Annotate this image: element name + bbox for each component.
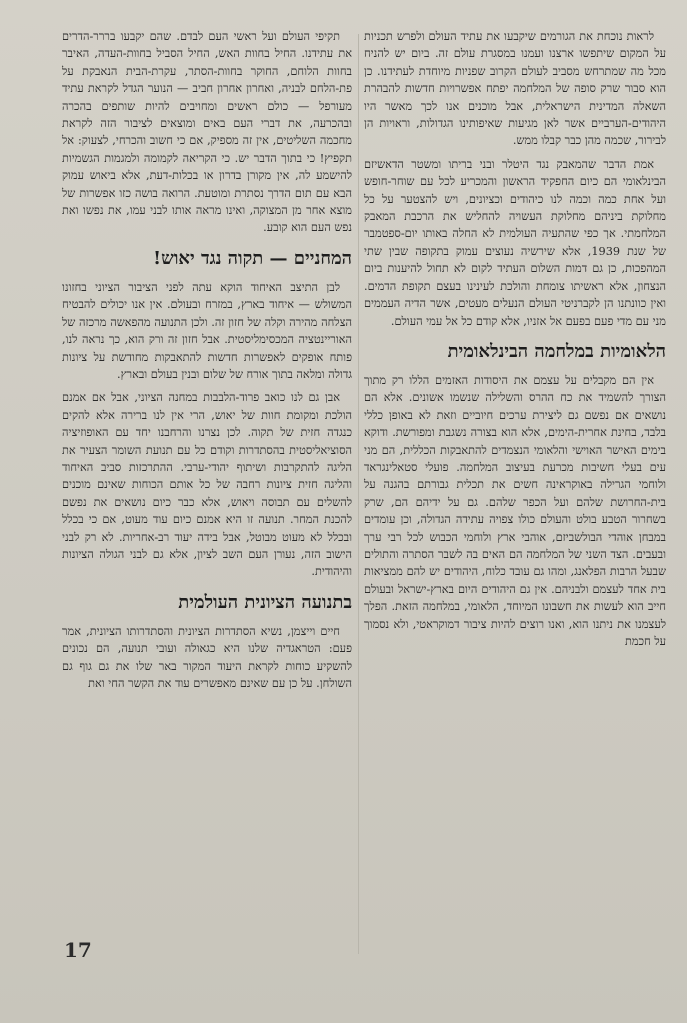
paragraph: לבן התיצב האיחוד הוקא עתה לפני הציבור הציוני בחזונו המשולש — איחוד בארץ, במזרח ובעולם. אין אנו יכולים להבטיח הצלחה מהירה וקלה של חזון זה. ולכן התנועה מהפאשה מרכזה של האוריינטציה המכסימליסטית. אבל חזון זה ורק הוא, כך נראה לנו, פותח אופקים לאפשרות חדשות להתאבקות מחודשת על ציונות גדולה ומלאה בתוך אורח של שלום ובנין בעולם ובארץ. [62, 280, 352, 381]
paragraph: תקיפי העולם ועל ראשי העם לבדם. שהם יקבעו בררר-הדרים את עתידנו. החיל בחוות האש, החיל הסביל בחוות-העדה, האיבר בחוות הלוחם, החוקר בחוות-הסתר, עקרת-הבית הנאבקת על פת-הלחם לבניה, ואחרון אחרון חביב — הנוער הגדל לקראת עתיד מעורפל — כולם ראשים ומחויבים להיות שותפים בהכרה ובהכרעה, את דברי העם באים ומוצאים לציבור הזה לקראת מחכמה השליטים, אין זה מספיק, אם כי חשוב והכרחי, לצעוק: אל תקפיץ! כי בתוך הדבר יש. כי הקריאה לקמומה ולמגמות הגשמיות להישמע לה, אין מקורן בדרון או בכלות-דעת, אלא ביאוש עמוק הבא עם תום הדרך נסתרת ומוטעת. הרואה בושה כזו אפשרות של מוצא אחר מן המצוקה, ואינו מראה אותו לבני עמו, את נפשו ואת נפש העם הוא קובע. [62, 30, 352, 235]
paragraph: חיים וייצמן, נשיא הסתדרות הציונית והסתדרותו הציונית, אמר פעם: הטראגדיה שלנו היא כגאולה ועובי תנועה, הם נכונים להשקיע כוחות לקראת היעוד המקור באר שלו את גם גוף גם השולחן. על כן עם שאינם מאפשרים עוד את הקשר החי ואת [62, 624, 352, 690]
paragraph: אין הם מקבלים על עצמם את היסודות האזמים הללו רק מתוך הצורך להשמיד את כח ההרס והשלילה שנשמו אשונים. אלא הם נושאים אם נפשם גם ליצירת ערכים חיוביים וזאת לא באופן כללי בלבד, בחינת אחרית-הימים, אלא הוא בצורה נשגבת ומפורשת. ודוקא בימים האישר האוישי והלאומי הנצמדים להתאבקות הכללית, הם מני עים בעלי חשיבות מכרעת בעיצוב המלחמה. פועלי סטאלינגראד ולוחמי הגרילה באוקראינה חשים את תכלית גבורתם בהגנה על בית-החרושת שלהם ועל הכפר שלהם. גם על ידיהם הם, שרק בשחרור הטבע בולט והעולם כולו צפויה עתידה הגדולה, וכן עומדים במבחן אוהדי הבולשביזם, אוהבי ארץ ולוחמי הכבוש לכל רבי ערך ובעבים. הצד השני של המלחמה הם האים בה לשבר הסתרה והתולים שבעל הרבות הפלאנג, ומהו גם עובד כלוח, היהודים יש להם ממציאות בית אחד לעצמם ולבניהם. אין גם היהודים היום בארץ-ישראל ובעולם חייב הוא לעשות את חשבונו המיוחד, הלאומי, במלחמה הזאת. הפלך לעצמנו את ניתנו הוא, ואנו רוצים להיות ציבור דמוקראטי, ולא נסמוך על חכמת [364, 373, 666, 648]
right-column [364, 28, 666, 656]
section-heading: בתנועה הציונית העולמית [178, 591, 352, 613]
paragraph: אבן גם לנו כואב פרוד-הלבבות במחנה הציוני, אבל אם אמנם הולכת ומקומת חוות של יאוש, הרי אין לנו ברירה אלא להקים כנגדה חזית של תקוה. לכן נצרנו והרחבנו יחד עם האופוזיציה הסוציאליסטית בהסתדרות וקודם כל עם תנועת השומר הצעיר את הליגה להתקרבות ושיתוף יהודי-ערבי. ההתרכזות סביב האיחוד והליגה חזית ציונות רחבה של כל אותם הכוחות שאינם מוכנים להשלים עם תבוסה ויאוש, אלא כבר כיום נושאים את נפשם להכנת המחר. תנועה זו היא אמנם כיום עוד מעוט, אם כי בכלל ובכלל לא מעוט מבוטל, אבל בידה יעוד רב-אחריות. לא רק לבני הישוב הזה, נעורן העם השב לציון, אלא גם לבני הגולה הציונות והיהודית. [62, 391, 352, 579]
section-heading: הלאומיות במלחמה הבינלאומית [447, 340, 666, 362]
paragraph: אמת הדבר שהמאבק נגד היטלר ובני בריתו ומשטר הדאשיזם הבינלאומי הם כיום החפקיד הראשון והמכריע לכל עם שוחר-חופש ועל אחת כמה וכמה לנו כיהודים וכציונים, ויש להצטער על כל מחלוקת ביניהם מחלוקת העשויה להחליש את הרכבת המאבק המלחמתי. אך כפי שהתעיה העולמית לא החלה באותו יום-ספטמבר של שנת 1939, אלא שירשיה נעוצים עמוק בתקופה שבין שתי המהפכות, כן גם דמות השלום העתיד לקום לא תחול להיענות ביום הנצחון, אלא ראשיתו צומחת והולכת לעינינו בעצם תקופת הדמים. ואין כוונתנו הן לקברניטי העולם הנעלים מעטים, אשר הדיה העממים מני עם מדי פעם בפעם אל אזניו, אלא קודם כל אל עמי העולם. [364, 157, 666, 328]
column-divider [358, 34, 359, 954]
section-heading: המחניים — תקוה נגד יאוש! [153, 247, 352, 269]
left-column [62, 28, 352, 698]
paragraph: לראות נוכחת את הגורמים שיקבעו את עתיד העולם ולפרש תכניות על המקום שיתפשו ארצנו ועמנו במסגרת עולם זה. ביום יש להניח מכל מה שמתרחש מסביב לעולם הקרוב שפניות מיוחדת לעתידנו. כן הוא סבור שרק סופה של המלחמה יפתח אפשרויות חדשות להבהרת השאלה המדינית הישראלית, אבל מוכנים אנו לכך מאשר היו היהודים-הערביים אשר לאן מגיעות שאיפותינו הגדולות, וראויות הן לבירור, שכמה מהן כבר קבלו ממש. [364, 30, 666, 148]
page-number: 17 [64, 938, 92, 962]
